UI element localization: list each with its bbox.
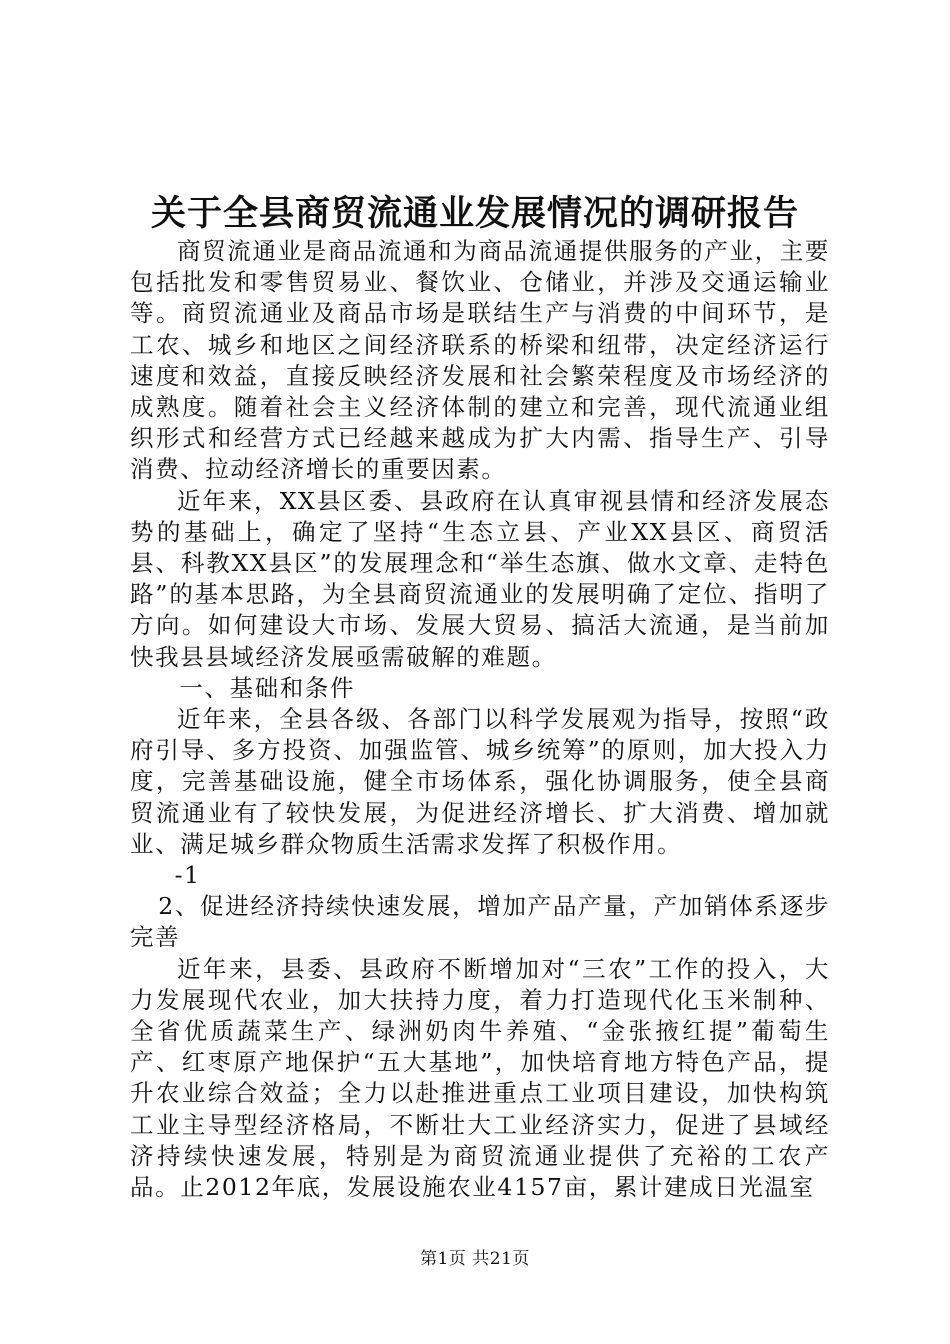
- body-paragraph: 近年来，县委、县政府不断增加对“三农”工作的投入，大力发展现代农业，加大扶持力度，着力打造现代化玉米制种、全省优质蔬菜生产、绿洲奶肉牛养殖、“金张掖红提”葡萄生产、红枣原产地保护“五大基地”，加快培育地方特色产品，提升农业综合效益；全力以赴推进重点工业项目建设，加快构筑工业主导型经济格局，不断壮大工业经济实力，促进了县域经济持续快速发展，特别是为商贸流通业提供了充裕的工农产品。止2012年底，发展设施农业4157亩，累计建成日光温室: [130, 954, 830, 1202]
- section-heading: 一、基础和条件: [179, 673, 356, 702]
- body-paragraph: 近年来，XX县区委、县政府在认真审视县情和经济发展态势的基础上，确定了坚持“生态立县、产业XX县区、商贸活县、科教XX县区”的发展理念和“举生态旗、做水文章、走特色路”的基本思路，为全县商贸流通业的发展明确了定位、指明了方向。如何建设大市场、发展大贸易、搞活大流通，是当前加快我县县域经济发展亟需破解的难题。: [130, 486, 830, 671]
- document-body: [130, 236, 830, 1203]
- body-paragraph: 商贸流通业是商品流通和为商品流通提供服务的产业，主要包括批发和零售贸易业、餐饮业、仓储业，并涉及交通运输业等。商贸流通业及商品市场是联结生产与消费的中间环节，是工农、城乡和地区之间经济联系的桥梁和纽带，决定经济运行速度和效益，直接反映经济发展和社会繁荣程度及市场经济的成熟度。随着社会主义经济体制的建立和完善，现代流通业组织形式和经营方式已经越来越成为扩大内需、指导生产、引导消费、拉动经济增长的重要因素。: [130, 237, 830, 484]
- body-paragraph: 近年来，全县各级、各部门以科学发展观为指导，按照“政府引导、多方投资、加强监管、城乡统筹”的原则，加大投入力度，完善基础设施，健全市场体系，强化协调服务，使全县商贸流通业有了较快发展，为促进经济增长、扩大消费、增加就业、满足城乡群众物质生活需求发挥了积极作用。: [130, 705, 830, 858]
- document-title: 关于全县商贸流通业发展情况的调研报告: [150, 194, 799, 234]
- page-footer: 第1页 共21页: [420, 1249, 530, 1269]
- page-marker: -1: [174, 861, 201, 890]
- subsection-heading: 2、促进经济持续快速发展，增加产品产量，产加销体系逐步完善: [130, 892, 830, 952]
